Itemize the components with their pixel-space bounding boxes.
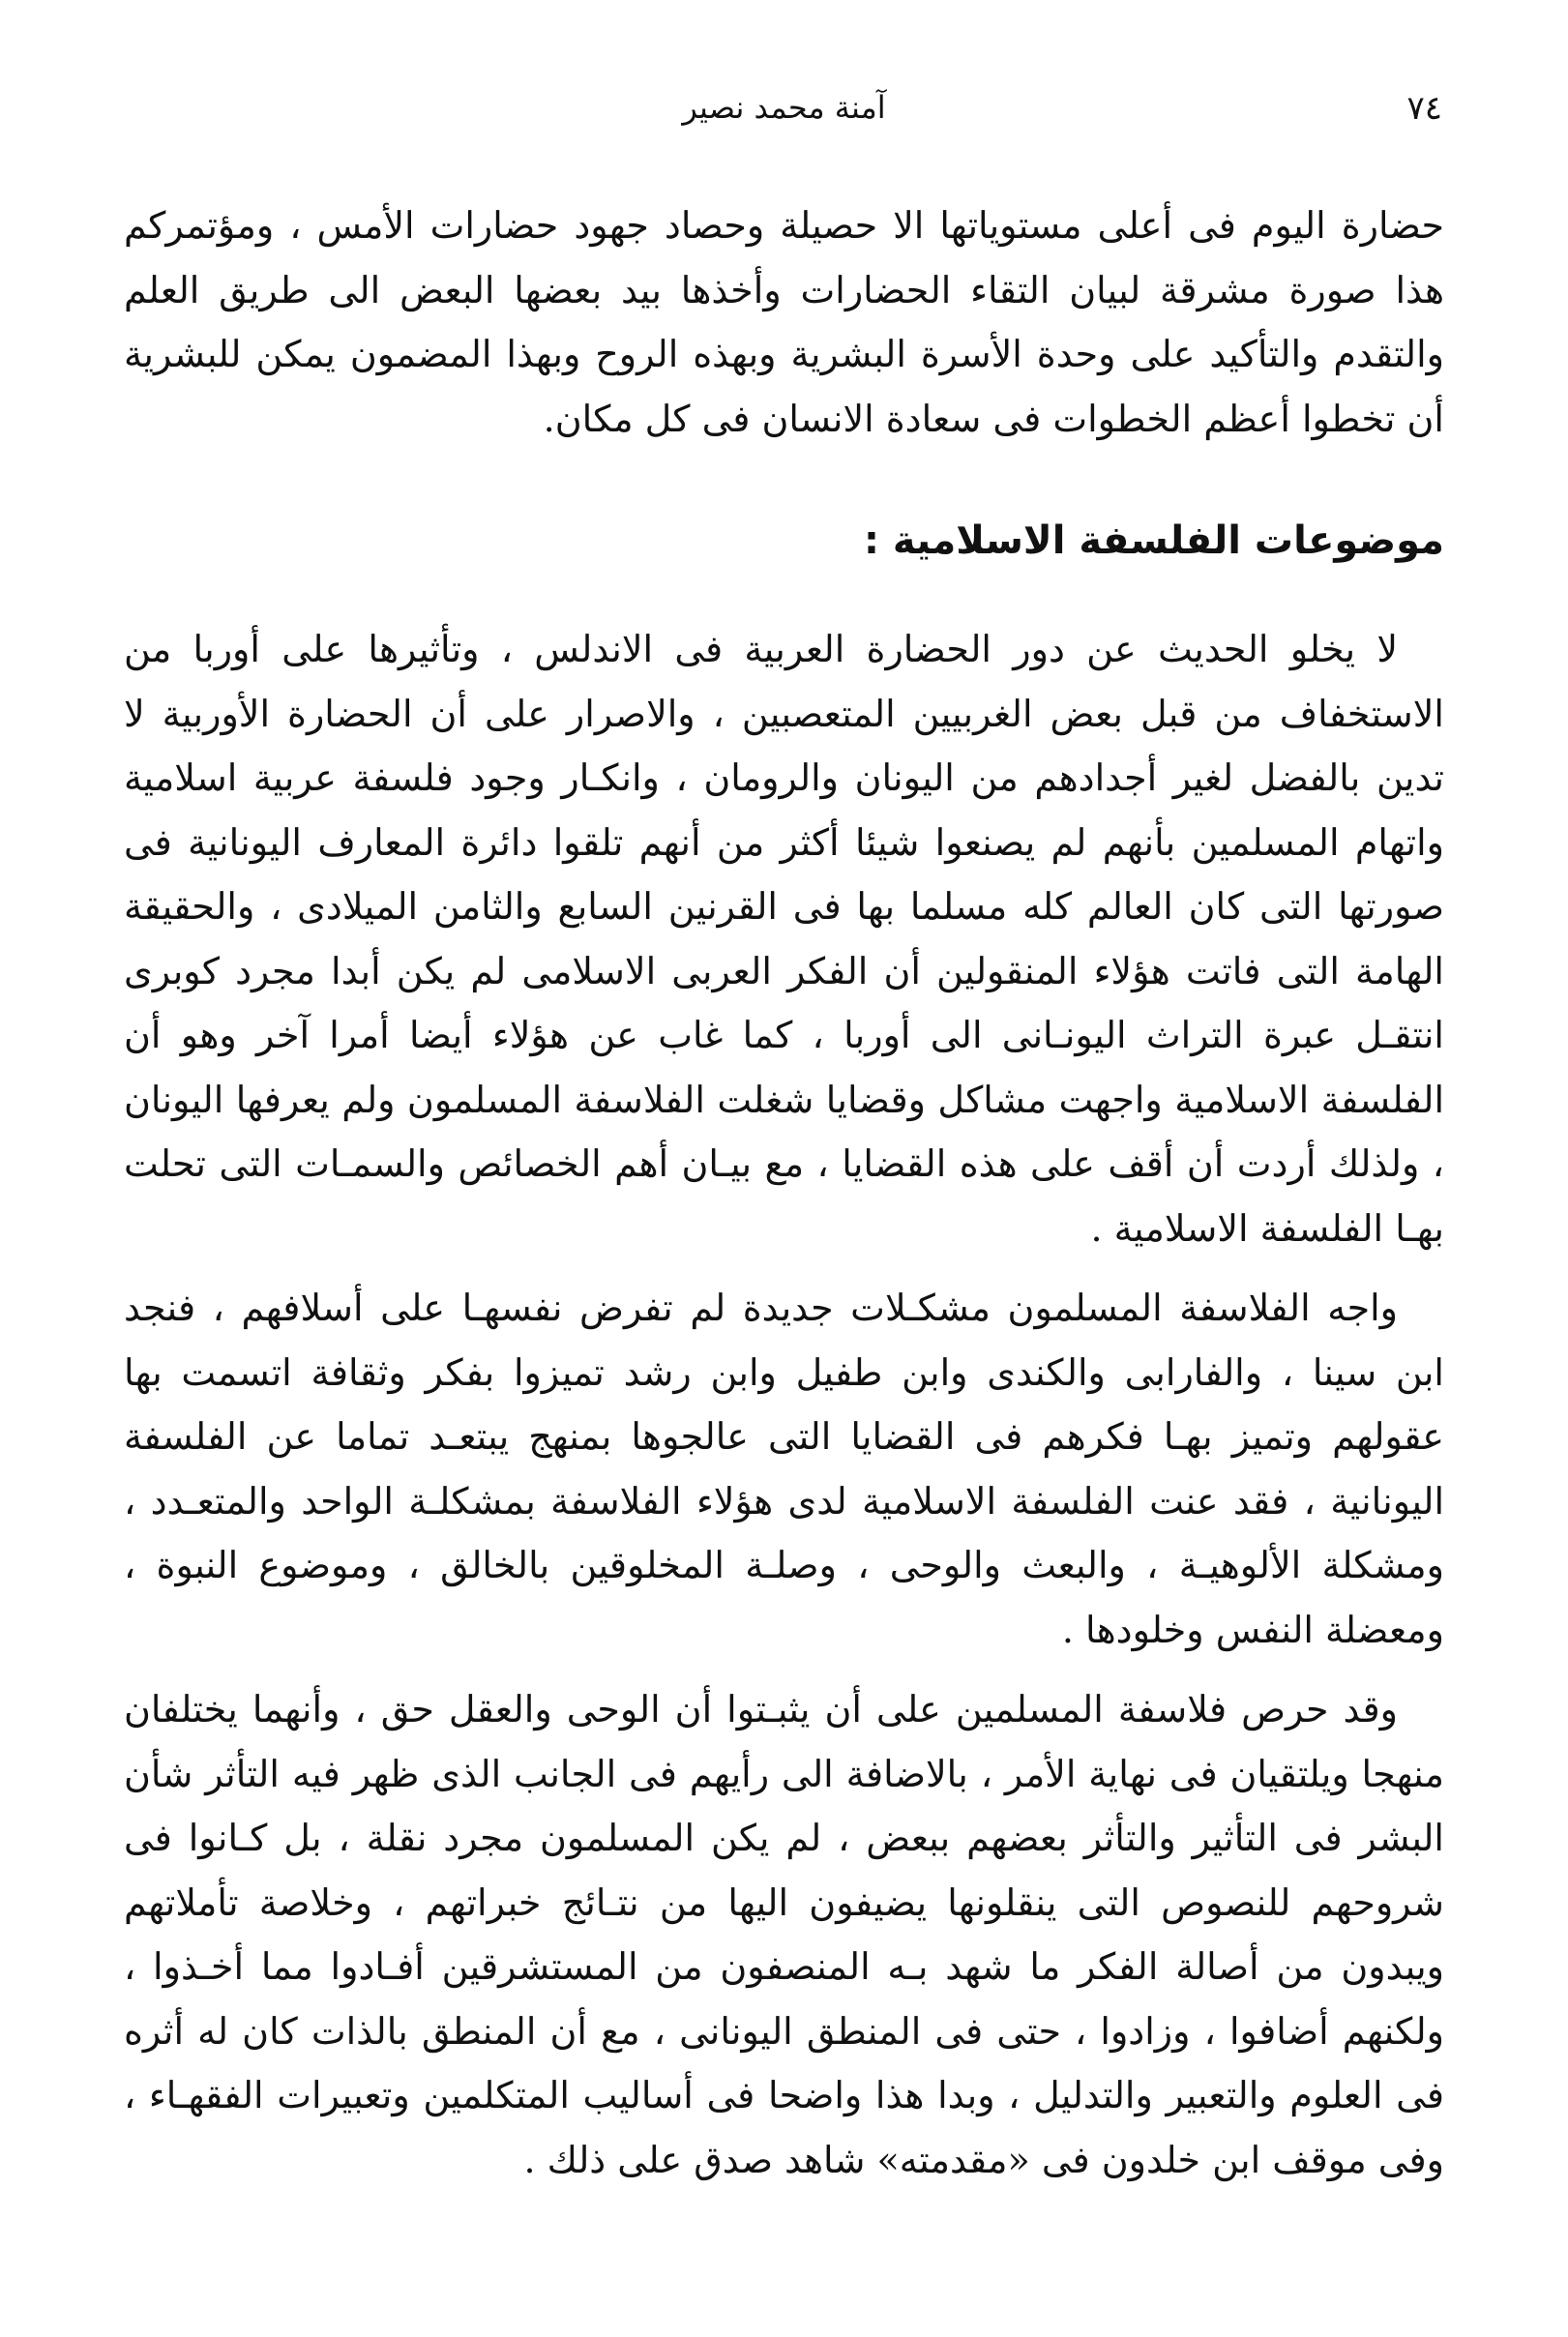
- author-name: آمنة محمد نصير: [682, 89, 886, 126]
- section-heading: موضوعات الفلسفة الاسلامية :: [863, 518, 1444, 563]
- running-header: [126, 89, 1442, 137]
- paragraph-3: واجه الفلاسفة المسلمون مشكـلات جديدة لم تفرض نفسهـا على أسلافهم ، فنجد ابن سينا ، والفارابى والكندى وابن طفيل وابن رشد تميزوا بفكر وثقافة اتسمت بها عقولهم وتميز بهـا فكرهم فى القضايا التى عالجوها بمنهج يبتعـد تماما عن الفلسفة اليونانية ، فقد عنت الفلسفة الاسلامية لدى هؤلاء الفلاسفة بمشكلـة الواحد والمتعـدد ، ومشكلة الألوهيـة ، والبعث والوحى ، وصلـة المخلوقين بالخالق ، وموضوع النبوة ، ومعضلة النفس وخلودها .: [124, 1287, 1444, 1651]
- paragraph-4: وقد حرص فلاسفة المسلمين على أن يثبـتوا أن الوحى والعقل حق ، وأنهما يختلفان منهجا ويلتقيان فى نهاية الأمر ، بالاضافة الى رأيهم فى الجانب الذى ظهر فيه التأثر شأن البشر فى التأثير والتأثر بعضهم ببعض ، لم يكن المسلمون مجرد نقلة ، بل كـانوا فى شروحهم للنصوص التى ينقلونها يضيفون اليها من نتـائج خبراتهم ، وخلاصة تأملاتهم ويبدون من أصالة الفكر ما شهد بـه المنصفون من المستشرقين أفـادوا مما أخـذوا ، ولكنهم أضافوا ، وزادوا ، حتى فى المنطق اليونانى ، مع أن المنطق بالذات كان له أثره فى العلوم والتعبير والتدليل ، وبدا هذا واضحا فى أساليب المتكلمين وتعبيرات الفقهـاء ، وفى موقف ابن خلدون فى «مقدمته» شاهد صدق على ذلك .: [124, 1688, 1444, 2181]
- paragraph-2: لا يخلو الحديث عن دور الحضارة العربية فى الاندلس ، وتأثيرها على أوربا من الاستخفاف من قبل بعض الغربيين المتعصبين ، والاصرار على أن الحضارة الأوربية لا تدين بالفضل لغير أجدادهم من اليونان والرومان ، وانكـار وجود فلسفة عربية اسلامية واتهام المسلمين بأنهم لم يصنعوا شيئا أكثر من أنهم تلقوا دائرة المعارف اليونانية فى صورتها التى كان العالم كله مسلما بها فى القرنين السابع والثامن الميلادى ، والحقيقة الهامة التى فاتت هؤلاء المنقولين أن الفكر العربى الاسلامى لم يكن أبدا مجرد كوبرى انتقـل عبرة التراث اليونـانى الى أوربا ، كما غاب عن هؤلاء أيضا أمرا آخر وهو أن الفلسفة الاسلامية واجهت مشاكل وقضايا شغلت الفلاسفة المسلمون ولم يعرفها اليونان ، ولذلك أردت أن أقف على هذه القضايا ، مع بيـان أهم الخصائص والسمـات التى تحلت بهـا الفلسفة الاسلامية .: [124, 628, 1445, 1250]
- paragraph-1: حضارة اليوم فى أعلى مستوياتها الا حصيلة وحصاد جهود حضارات الأمس ، ومؤتمركم هذا صورة مشرقة لبيان التقاء الحضارات وأخذها بيد بعضها البعض الى طريق العلم والتقدم والتأكيد على وحدة الأسرة البشرية وبهذه الروح وبهذا المضمون يمكن للبشرية أن تخطوا أعظم الخطوات فى سعادة الانسان فى كل مكان.: [124, 204, 1444, 440]
- page-number: ٧٤: [1406, 89, 1442, 128]
- page-body: [124, 193, 1444, 2192]
